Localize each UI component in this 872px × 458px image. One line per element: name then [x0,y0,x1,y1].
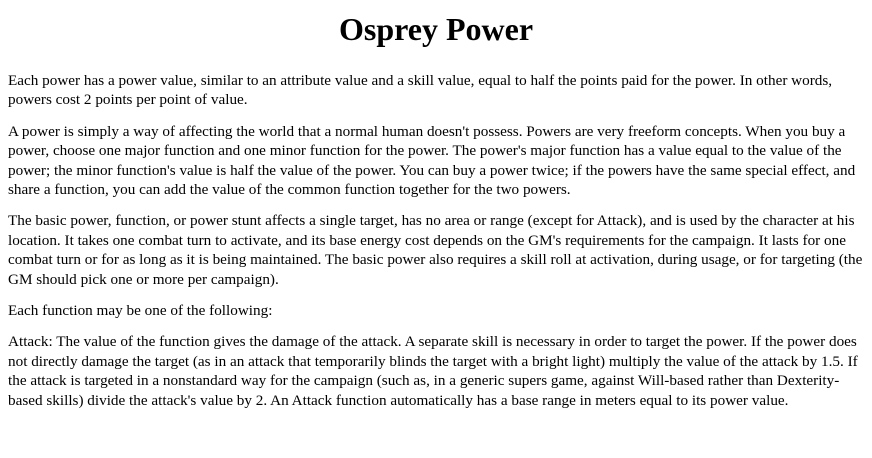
paragraph-basic-power: The basic power, function, or power stunt affects a single target, has no area or range (except for Attack), and is used by the character at his location. It takes one combat turn to activate, and its base energy cost depends on the GM's requirements for the campaign. It lasts for one combat turn or for as long as it is being maintained. The basic power also requires a skill roll at activation, during usage, or for targeting (the GM should pick one or more per campaign). [8,212,863,288]
paragraph-power-value: Each power has a power value, similar to an attribute value and a skill value, equal to half the points paid for the power. In other words, powers cost 2 points per point of value. [8,72,833,109]
paragraph-function-intro: Each function may be one of the following: [8,302,273,320]
paragraph-attack-function: Attack: The value of the function gives the damage of the attack. A separate skill is necessary in order to target the power. If the power does not directly damage the target (as in an attack that temporarily blinds the target with a bright light) multiply the value of the attack by 1.5. If the attack is targeted in a nonstandard way for the campaign (such as, in a generic supers game, against Will-based rather than Dexterity-based skills) divide the attack's value by 2. An Attack function automatically has a base range in meters equal to its power value. [8,333,858,409]
page-title: Osprey Power [338,11,534,47]
paragraph-power-definition: A power is simply a way of affecting the world that a normal human doesn't possess. Powers are very freeform concepts. When you buy a power, choose one major function and one minor function for the power. The power's major function has a value equal to the value of the power; the minor function's value is half the value of the power. You can buy a power twice; if the powers have the same special effect, and share a function, you can add the value of the common function together for the two powers. [8,122,856,199]
